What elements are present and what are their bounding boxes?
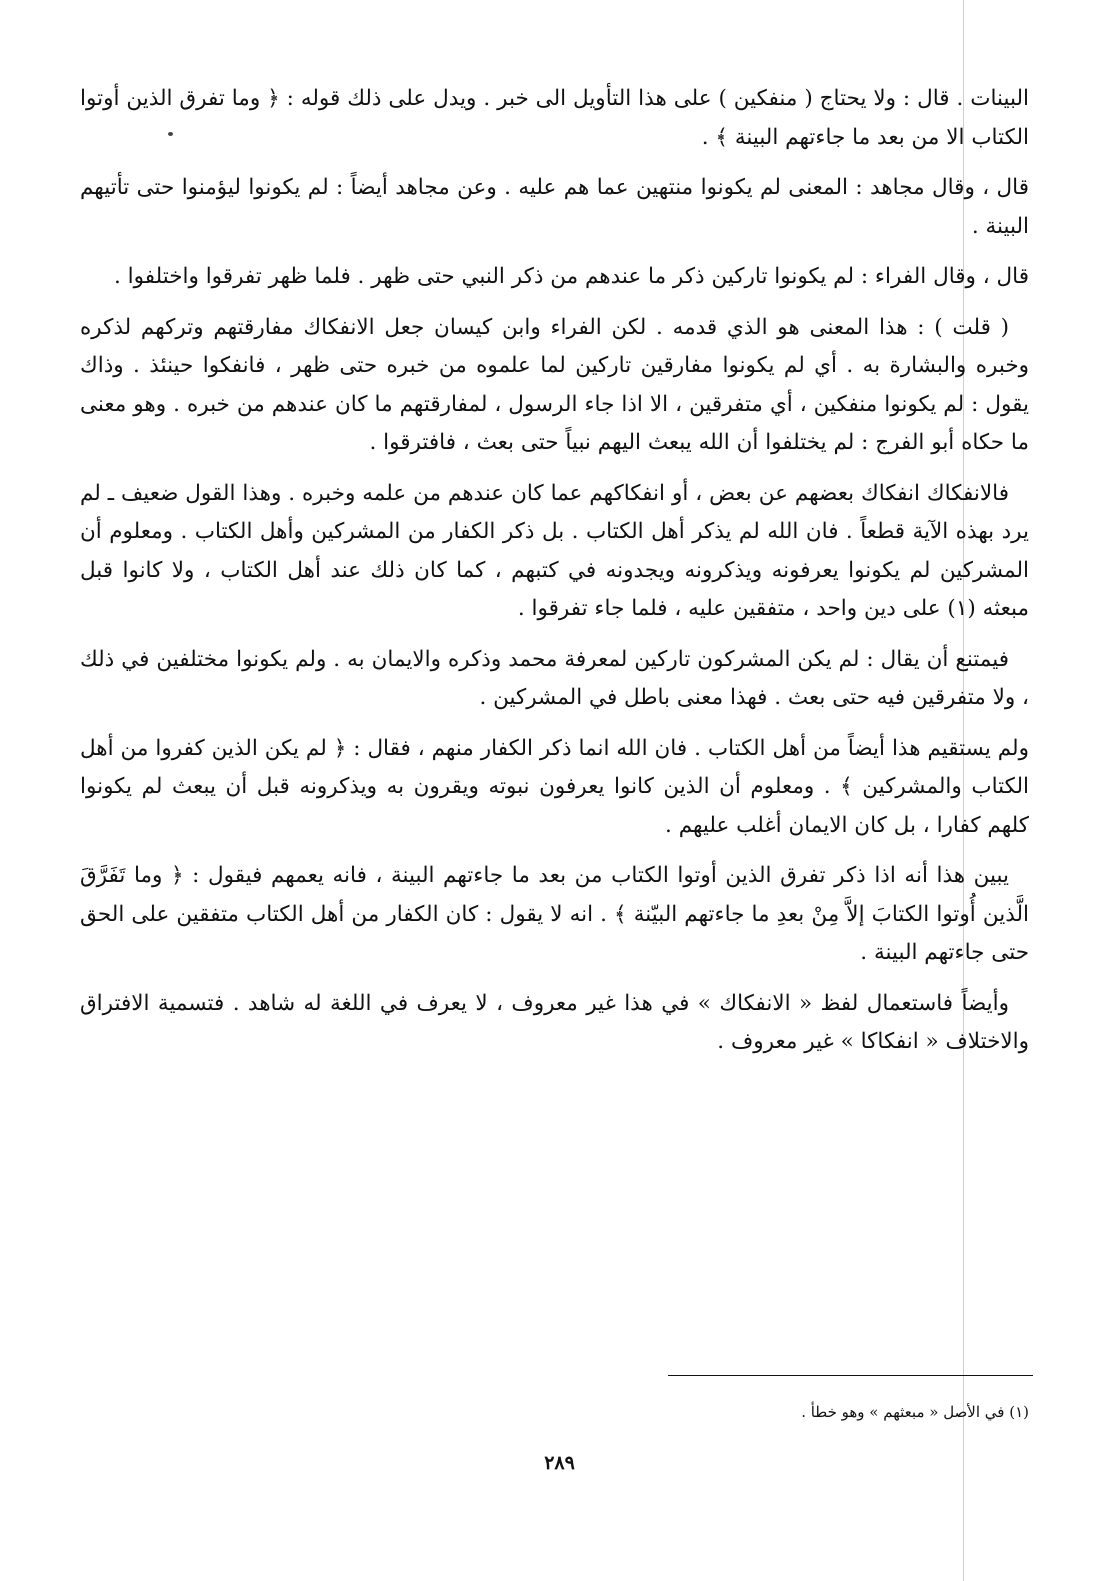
paragraph-7: ولم يستقيم هذا أيضاً من أهل الكتاب . فان الله انما ذكر الكفار منهم ، فقال : ﴿ لم يكن الذين كفروا من أهل الكتاب والمشركين ﴾ . ومعلوم أن الذين كانوا يعرفون نبوته ويقرون به ويذكرونه قبل أن يبعث لم يكونوا كلهم كفارا ، بل كان الايمان أغلب عليهم .: [80, 735, 1029, 838]
footnote: (١) في الأصل « مبعثهم » وهو خطأ .: [801, 1403, 1029, 1421]
paragraph-2: قال ، وقال مجاهد : المعنى لم يكونوا منتهين عما هم عليه . وعن مجاهد أيضاً : لم يكونوا ليؤمنوا حتى تأتيهم البينة .: [80, 175, 1029, 239]
paragraph-3: قال ، وقال الفراء : لم يكونوا تاركين ذكر ما عندهم من ذكر النبي حتى ظهر . فلما ظهر تفرقوا واختلفوا .: [114, 264, 1029, 289]
paragraph-1: البينات . قال : ولا يحتاج ( منفكين ) على هذا التأويل الى خبر . ويدل على ذلك قوله : ﴿ وما تفرق الذين أوتوا الكتاب الا من بعد ما جاءتهم البينة ﴾ .: [80, 86, 1029, 150]
paragraph-5: فالانفكاك انفكاك بعضهم عن بعض ، أو انفكاكهم عما كان عندهم من علمه وخبره . وهذا القول ضعيف ـ لم يرد بهذه الآية قطعاً . فان الله لم يذكر أهل الكتاب . بل ذكر الكفار من المشركين وأهل الكتاب . ومعلوم أن المشركين لم يكونوا يعرفونه ويذكرونه ويجدونه في كتبهم ، كما كان ذلك عند أهل الكتاب ، ولا كانوا قبل مبعثه (١) على دين واحد ، متفقين عليه ، فلما جاء تفرقوا .: [80, 480, 1029, 621]
paragraph-8: يبين هذا أنه اذا ذكر تفرق الذين أوتوا الكتاب من بعد ما جاءتهم البينة ، فانه يعمهم فيقول : ﴿ وما تَفَرَّقَ الَّذين أُوتوا الكتابَ إلاَّ مِنْ بعدِ ما جاءتهم البيّنة ﴾ . انه لا يقول : كان الكفار من أهل الكتاب متفقين على الحق حتى جاءتهم البينة .: [80, 863, 1029, 965]
paragraph-4: ( قلت ) : هذا المعنى هو الذي قدمه . لكن الفراء وابن كيسان جعل الانفكاك مفارقتهم وتركهم لذكره وخبره والبشارة به . أي لم يكونوا مفارقين تاركين لما علموه من خبره حتى ظهر ، فانفكوا حينئذ . وذاك يقول : لم يكونوا منفكين ، أي متفرقين ، الا اذا جاء الرسول ، لمفارقتهم ما كان عندهم من خبره . وهو معنى ما حكاه أبو الفرج : لم يختلفوا أن الله يبعث اليهم نبياً حتى بعث ، فافترقوا .: [80, 314, 1029, 455]
paragraph-6: فيمتنع أن يقال : لم يكن المشركون تاركين لمعرفة محمد وذكره والايمان به . ولم يكونوا مختلفين في ذلك ، ولا متفرقين فيه حتى بعث . فهذا معنى باطل في المشركين .: [80, 646, 1029, 710]
paragraph-9: وأيضاً فاستعمال لفظ « الانفكاك » في هذا غير معروف ، لا يعرف في اللغة له شاهد . فتسمية الافتراق والاختلاف « انفكاكا » غير معروف .: [80, 990, 1029, 1054]
main-text: [80, 80, 1029, 1074]
page-number: ٢٨٩: [544, 1452, 575, 1474]
footnote-divider: [668, 1375, 1033, 1376]
